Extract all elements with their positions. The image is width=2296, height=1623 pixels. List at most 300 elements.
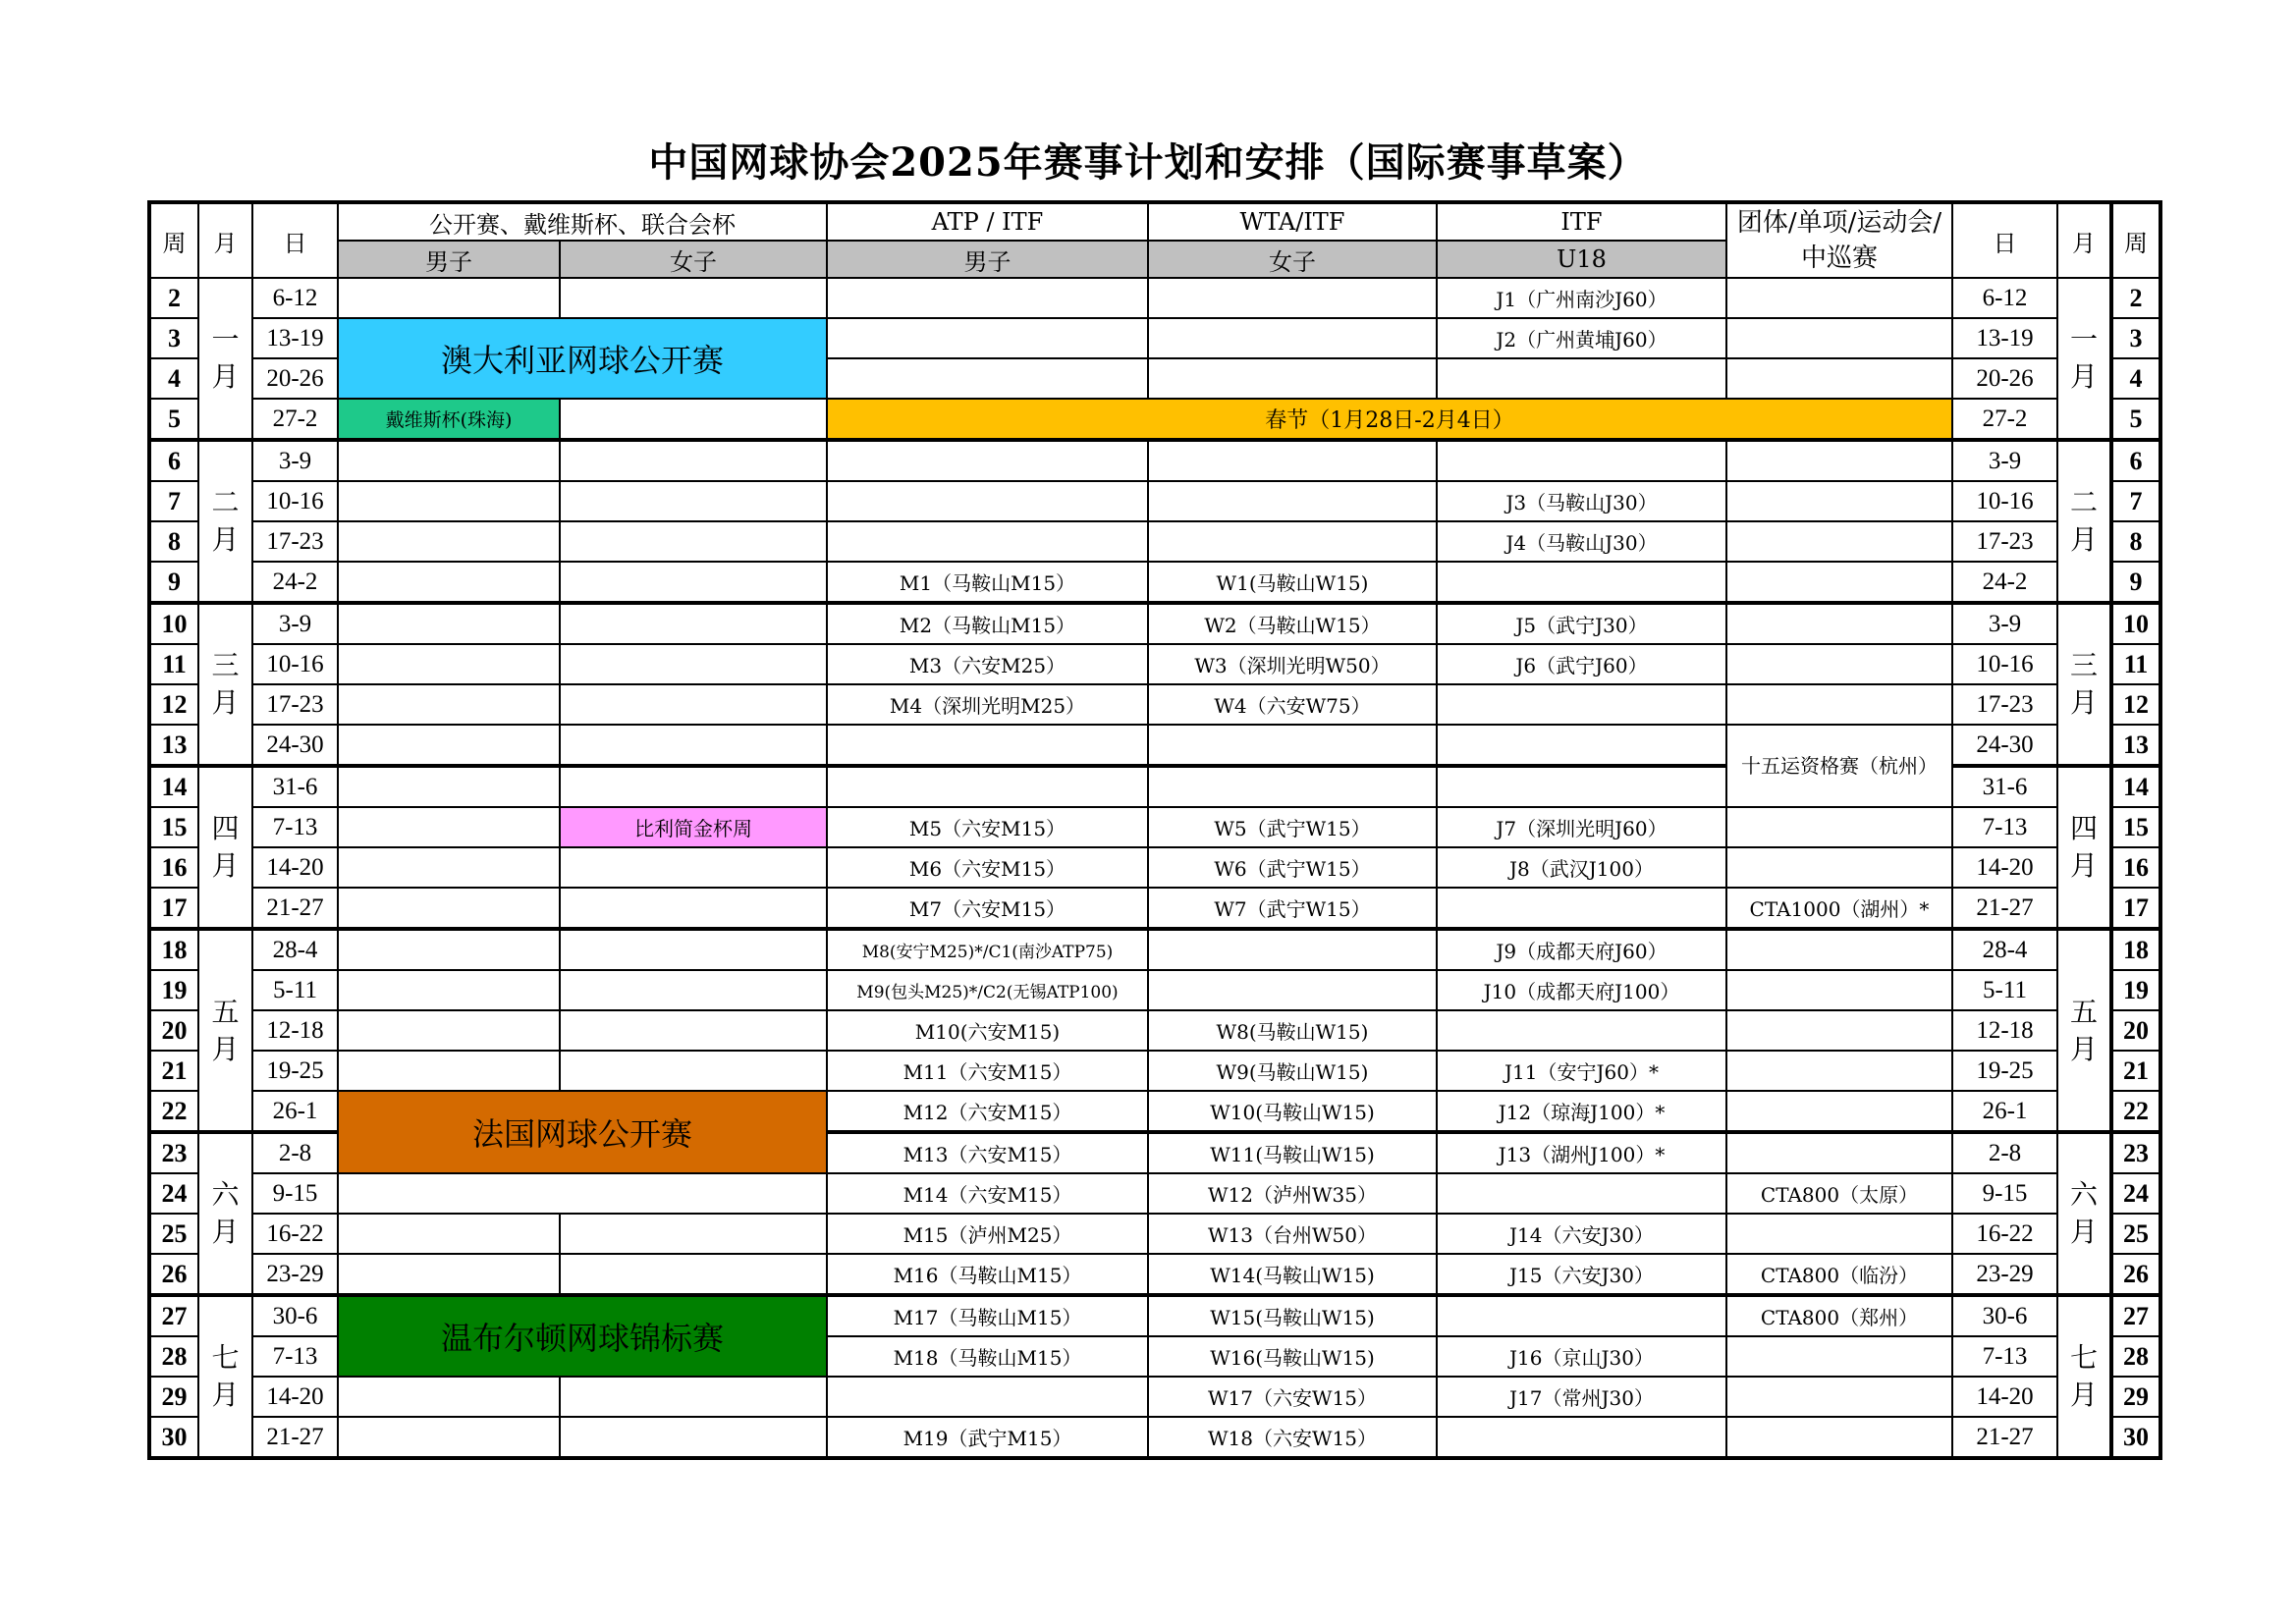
day-range: 13-19 [1952,318,2057,358]
team-cell [1726,970,1952,1010]
week-num: 3 [149,318,198,358]
header-month-right: 月 [2057,202,2111,278]
gs-men-cell [338,1051,560,1091]
gs-men-cell [338,1254,560,1295]
header-grand-slam: 公开赛、戴维斯杯、联合会杯 [338,202,827,241]
gs-merged-cell [338,1173,827,1214]
wta-cell: W11(马鞍山W15) [1148,1132,1437,1173]
atp-cell: M1（马鞍山M15） [827,562,1148,603]
atp-cell: M3（六安M25） [827,644,1148,684]
gs-men-cell [338,1417,560,1458]
month-label-jan-right: 一月 [2057,278,2111,440]
week-num: 17 [2111,888,2160,929]
day-range: 23-29 [1952,1254,2057,1295]
atp-cell [827,481,1148,521]
wta-cell: W10(马鞍山W15) [1148,1091,1437,1132]
wta-cell: W7（武宁W15） [1148,888,1437,929]
month-label-may-right: 五月 [2057,929,2111,1132]
day-range: 16-22 [252,1214,338,1254]
wta-cell: W5（武宁W15） [1148,807,1437,847]
week-num: 30 [149,1417,198,1458]
header-team: 团体/单项/运动会/中巡赛 [1726,202,1952,278]
gs-women-cell [560,1377,827,1417]
day-range: 23-29 [252,1254,338,1295]
gs-women-cell [560,888,827,929]
atp-cell: M8(安宁M25)*/C1(南沙ATP75) [827,929,1148,970]
day-range: 26-1 [1952,1091,2057,1132]
header-itf: ITF [1437,202,1726,241]
atp-cell: M6（六安M15） [827,847,1148,888]
gs-men-cell [338,847,560,888]
wta-cell [1148,521,1437,562]
gs-women-cell [560,562,827,603]
week-num: 9 [2111,562,2160,603]
spring-festival-event: 春节（1月28日-2月4日） [827,399,1952,440]
week-num: 26 [149,1254,198,1295]
gs-men-cell [338,725,560,766]
wta-cell: W13（台州W50） [1148,1214,1437,1254]
gs-men-cell [338,684,560,725]
day-range: 31-6 [252,766,338,807]
day-range: 20-26 [1952,358,2057,399]
atp-cell: M9(包头M25)*/C2(无锡ATP100) [827,970,1148,1010]
bjk-cup-event: 比利简金杯周 [560,807,827,847]
day-range: 26-1 [252,1091,338,1132]
atp-cell [827,358,1148,399]
day-range: 3-9 [252,603,338,644]
gs-men-cell [338,970,560,1010]
u18-cell: J12（琼海J100）* [1437,1091,1726,1132]
day-range: 27-2 [252,399,338,440]
week-num: 28 [149,1336,198,1377]
national-games-qualifier-event: 十五运资格赛（杭州） [1726,725,1952,807]
week-num: 25 [149,1214,198,1254]
gs-men-cell [338,1010,560,1051]
week-num: 10 [2111,603,2160,644]
week-num: 23 [2111,1132,2160,1173]
day-range: 10-16 [1952,644,2057,684]
week-num: 10 [149,603,198,644]
day-range: 3-9 [1952,440,2057,481]
u18-cell: J5（武宁J30） [1437,603,1726,644]
u18-cell: J8（武汉J100） [1437,847,1726,888]
wta-cell [1148,278,1437,318]
day-range: 13-19 [252,318,338,358]
day-range: 10-16 [252,644,338,684]
u18-cell: J16（京山J30） [1437,1336,1726,1377]
week-num: 3 [2111,318,2160,358]
week-num: 21 [149,1051,198,1091]
week-num: 29 [149,1377,198,1417]
atp-cell: M5（六安M15） [827,807,1148,847]
gs-women-cell [560,278,827,318]
month-label-jul: 七月 [198,1295,252,1458]
gs-women-cell [560,684,827,725]
day-range: 14-20 [1952,847,2057,888]
week-num: 7 [149,481,198,521]
week-num: 8 [2111,521,2160,562]
table-header [149,202,2160,278]
u18-cell: J6（武宁J60） [1437,644,1726,684]
header-day-right: 日 [1952,202,2057,278]
atp-cell: M12（六安M15） [827,1091,1148,1132]
atp-cell: M11（六安M15） [827,1051,1148,1091]
gs-women-cell [560,1254,827,1295]
gs-women-cell [560,1417,827,1458]
u18-cell: J2（广州黄埔J60） [1437,318,1726,358]
u18-cell: J13（湖州J100）* [1437,1132,1726,1173]
week-num: 26 [2111,1254,2160,1295]
team-cell [1726,1377,1952,1417]
week-num: 27 [2111,1295,2160,1336]
week-num: 14 [2111,766,2160,807]
week-num: 2 [149,278,198,318]
week-num: 4 [2111,358,2160,399]
day-range: 17-23 [252,684,338,725]
header-gs-women: 女子 [560,241,827,278]
wta-cell [1148,929,1437,970]
gs-women-cell [560,1010,827,1051]
day-range: 30-6 [1952,1295,2057,1336]
month-label-jun-right: 六月 [2057,1132,2111,1295]
u18-cell: J11（安宁J60）* [1437,1051,1726,1091]
month-label-jun: 六月 [198,1132,252,1295]
team-cell [1726,358,1952,399]
day-range: 21-27 [252,888,338,929]
month-label-jul-right: 七月 [2057,1295,2111,1458]
header-month-left: 月 [198,202,252,278]
week-num: 19 [149,970,198,1010]
australian-open-event: 澳大利亚网球公开赛 [338,318,827,399]
atp-cell: M19（武宁M15） [827,1417,1148,1458]
week-num: 17 [149,888,198,929]
month-label-feb-right: 二月 [2057,440,2111,603]
gs-men-cell [338,603,560,644]
day-range: 2-8 [252,1132,338,1173]
week-num: 4 [149,358,198,399]
wta-cell: W12（泸州W35） [1148,1173,1437,1214]
gs-women-cell [560,725,827,766]
u18-cell: J10（成都天府J100） [1437,970,1726,1010]
atp-cell [827,766,1148,807]
month-label-may: 五月 [198,929,252,1132]
header-wta-women: 女子 [1148,241,1437,278]
week-num: 25 [2111,1214,2160,1254]
atp-cell: M16（马鞍山M15） [827,1254,1148,1295]
gs-men-cell [338,888,560,929]
day-range: 16-22 [1952,1214,2057,1254]
u18-cell: J15（六安J30） [1437,1254,1726,1295]
wta-cell [1148,725,1437,766]
week-num: 11 [149,644,198,684]
team-cell [1726,807,1952,847]
u18-cell [1437,684,1726,725]
wta-cell: W9(马鞍山W15) [1148,1051,1437,1091]
week-num: 21 [2111,1051,2160,1091]
header-u18: U18 [1437,241,1726,278]
week-num: 6 [2111,440,2160,481]
team-cell [1726,278,1952,318]
day-range: 27-2 [1952,399,2057,440]
team-cell [1726,929,1952,970]
month-label-mar: 三月 [198,603,252,766]
gs-women-cell [560,440,827,481]
week-num: 19 [2111,970,2160,1010]
week-num: 12 [149,684,198,725]
team-cell [1726,847,1952,888]
gs-men-cell [338,521,560,562]
week-num: 18 [149,929,198,970]
u18-cell: J3（马鞍山J30） [1437,481,1726,521]
week-num: 2 [2111,278,2160,318]
week-num: 24 [149,1173,198,1214]
wta-cell: W17（六安W15） [1148,1377,1437,1417]
day-range: 6-12 [252,278,338,318]
gs-women-cell [560,847,827,888]
wta-cell: W18（六安W15） [1148,1417,1437,1458]
wta-cell: W16(马鞍山W15) [1148,1336,1437,1377]
day-range: 7-13 [252,1336,338,1377]
gs-men-cell [338,929,560,970]
day-range: 9-15 [1952,1173,2057,1214]
gs-men-cell [338,644,560,684]
wta-cell [1148,318,1437,358]
wta-cell [1148,481,1437,521]
gs-men-cell [338,278,560,318]
day-range: 24-2 [252,562,338,603]
wta-cell [1148,766,1437,807]
header-atp-itf: ATP / ITF [827,202,1148,241]
team-cell [1726,521,1952,562]
month-label-jan: 一月 [198,278,252,440]
header-wta-itf: WTA/ITF [1148,202,1437,241]
u18-cell [1437,1010,1726,1051]
u18-cell: J1（广州南沙J60） [1437,278,1726,318]
month-label-apr: 四月 [198,766,252,929]
schedule-table [147,200,2162,1460]
team-cell [1726,684,1952,725]
week-num: 28 [2111,1336,2160,1377]
wta-cell: W6（武宁W15） [1148,847,1437,888]
day-range: 31-6 [1952,766,2057,807]
wta-cell [1148,970,1437,1010]
header-week-right: 周 [2111,202,2160,278]
wta-cell: W8(马鞍山W15) [1148,1010,1437,1051]
day-range: 6-12 [1952,278,2057,318]
gs-women-cell [560,970,827,1010]
week-num: 24 [2111,1173,2160,1214]
french-open-event: 法国网球公开赛 [338,1091,827,1173]
week-num: 11 [2111,644,2160,684]
u18-cell [1437,440,1726,481]
month-label-feb: 二月 [198,440,252,603]
u18-cell: J17（常州J30） [1437,1377,1726,1417]
davis-cup-event: 戴维斯杯(珠海) [338,399,560,440]
team-cell: CTA800（郑州） [1726,1295,1952,1336]
u18-cell: J14（六安J30） [1437,1214,1726,1254]
day-range: 17-23 [1952,684,2057,725]
wta-cell: W4（六安W75） [1148,684,1437,725]
day-range: 24-30 [1952,725,2057,766]
atp-cell [827,725,1148,766]
week-num: 18 [2111,929,2160,970]
day-range: 19-25 [1952,1051,2057,1091]
team-cell [1726,1091,1952,1132]
week-num: 30 [2111,1417,2160,1458]
day-range: 30-6 [252,1295,338,1336]
week-num: 27 [149,1295,198,1336]
week-num: 15 [149,807,198,847]
atp-cell [827,278,1148,318]
day-range: 5-11 [1952,970,2057,1010]
team-cell: CTA800（太原） [1726,1173,1952,1214]
atp-cell: M2（马鞍山M15） [827,603,1148,644]
gs-men-cell [338,562,560,603]
u18-cell: J9（成都天府J60） [1437,929,1726,970]
atp-cell: M18（马鞍山M15） [827,1336,1148,1377]
atp-cell: M17（马鞍山M15） [827,1295,1148,1336]
gs-men-cell [338,481,560,521]
week-num: 13 [149,725,198,766]
day-range: 17-23 [252,521,338,562]
gs-men-cell [338,440,560,481]
gs-women-cell [560,929,827,970]
month-label-apr-right: 四月 [2057,766,2111,929]
header-week-left: 周 [149,202,198,278]
day-range: 21-27 [252,1417,338,1458]
week-num: 14 [149,766,198,807]
day-range: 12-18 [252,1010,338,1051]
week-num: 8 [149,521,198,562]
atp-cell: M14（六安M15） [827,1173,1148,1214]
team-cell: CTA800（临汾） [1726,1254,1952,1295]
wta-cell [1148,358,1437,399]
team-cell [1726,440,1952,481]
team-cell [1726,1336,1952,1377]
wta-cell: W1(马鞍山W15) [1148,562,1437,603]
week-num: 5 [149,399,198,440]
atp-cell [827,440,1148,481]
team-cell [1726,1417,1952,1458]
day-range: 7-13 [1952,807,2057,847]
day-range: 21-27 [1952,888,2057,929]
wta-cell: W15(马鞍山W15) [1148,1295,1437,1336]
gs-women-cell [560,1214,827,1254]
team-cell [1726,1132,1952,1173]
week-num: 16 [149,847,198,888]
u18-cell [1437,1173,1726,1214]
week-num: 13 [2111,725,2160,766]
header-gs-men: 男子 [338,241,560,278]
wta-cell: W14(马鞍山W15) [1148,1254,1437,1295]
day-range: 14-20 [1952,1377,2057,1417]
gs-women-cell [560,603,827,644]
u18-cell: J7（深圳光明J60） [1437,807,1726,847]
day-range: 10-16 [1952,481,2057,521]
u18-cell [1437,725,1726,766]
week-num: 23 [149,1132,198,1173]
atp-cell [827,1377,1148,1417]
u18-cell [1437,1417,1726,1458]
atp-cell: M15（泸州M25） [827,1214,1148,1254]
team-cell [1726,603,1952,644]
atp-cell: M4（深圳光明M25） [827,684,1148,725]
week-num: 7 [2111,481,2160,521]
team-cell [1726,1214,1952,1254]
page-title: 中国网球协会2025年赛事计划和安排（国际赛事草案） [648,139,1648,186]
week-num: 29 [2111,1377,2160,1417]
day-range: 14-20 [252,1377,338,1417]
u18-cell: J4（马鞍山J30） [1437,521,1726,562]
atp-cell: M10(六安M15) [827,1010,1148,1051]
day-range: 7-13 [1952,1336,2057,1377]
wta-cell [1148,440,1437,481]
day-range: 17-23 [1952,521,2057,562]
gs-men-cell [338,807,560,847]
atp-cell: M13（六安M15） [827,1132,1148,1173]
u18-cell [1437,888,1726,929]
week-num: 20 [149,1010,198,1051]
day-range: 20-26 [252,358,338,399]
u18-cell [1437,358,1726,399]
gs-women-cell [560,399,827,440]
day-range: 28-4 [1952,929,2057,970]
gs-women-cell [560,1051,827,1091]
week-num: 20 [2111,1010,2160,1051]
day-range: 24-30 [252,725,338,766]
day-range: 19-25 [252,1051,338,1091]
day-range: 5-11 [252,970,338,1010]
day-range: 7-13 [252,807,338,847]
day-range: 2-8 [1952,1132,2057,1173]
team-cell: CTA1000（湖州）* [1726,888,1952,929]
atp-cell [827,521,1148,562]
gs-women-cell [560,481,827,521]
day-range: 10-16 [252,481,338,521]
month-label-mar-right: 三月 [2057,603,2111,766]
week-num: 16 [2111,847,2160,888]
gs-men-cell [338,766,560,807]
gs-women-cell [560,521,827,562]
day-range: 3-9 [252,440,338,481]
header-atp-men: 男子 [827,241,1148,278]
day-range: 14-20 [252,847,338,888]
gs-women-cell [560,766,827,807]
day-range: 12-18 [1952,1010,2057,1051]
wta-cell: W3（深圳光明W50） [1148,644,1437,684]
team-cell [1726,481,1952,521]
header-day-left: 日 [252,202,338,278]
gs-women-cell [560,644,827,684]
gs-men-cell [338,1377,560,1417]
team-cell [1726,1010,1952,1051]
wta-cell: W2（马鞍山W15） [1148,603,1437,644]
day-range: 9-15 [252,1173,338,1214]
team-cell [1726,318,1952,358]
team-cell [1726,1051,1952,1091]
week-num: 9 [149,562,198,603]
week-num: 15 [2111,807,2160,847]
day-range: 28-4 [252,929,338,970]
team-cell [1726,562,1952,603]
table-body [149,278,2160,1458]
day-range: 21-27 [1952,1417,2057,1458]
week-num: 12 [2111,684,2160,725]
u18-cell [1437,766,1726,807]
day-range: 24-2 [1952,562,2057,603]
atp-cell: M7（六安M15） [827,888,1148,929]
atp-cell [827,318,1148,358]
